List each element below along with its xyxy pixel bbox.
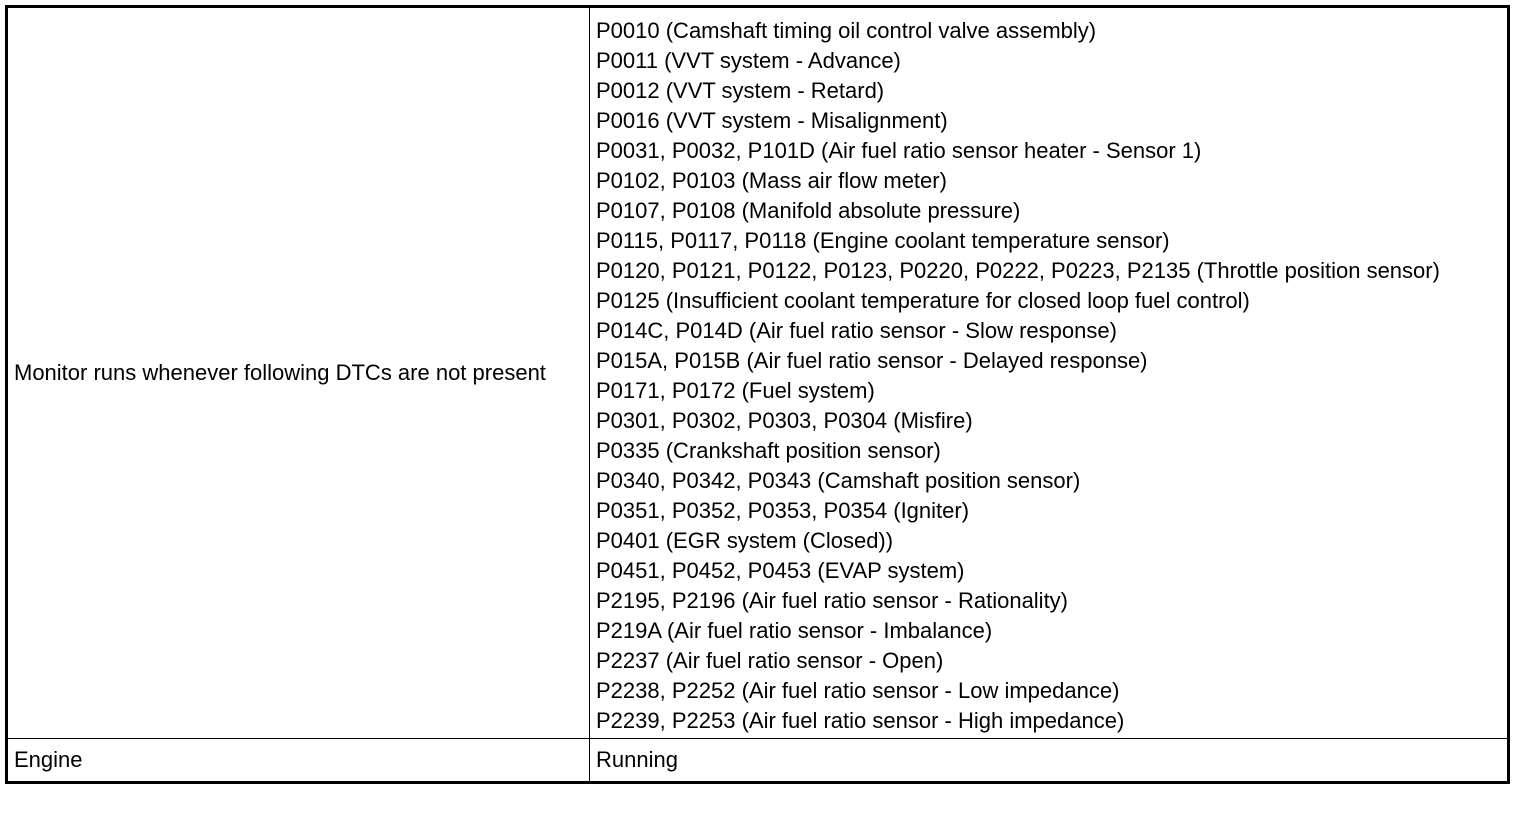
dtc-item: P0401 (EGR system (Closed))	[596, 528, 894, 553]
dtc-item: P0107, P0108 (Manifold absolute pressure)	[596, 198, 1021, 223]
dtc-item: P0016 (VVT system - Misalignment)	[596, 108, 948, 133]
dtc-item: P015A, P015B (Air fuel ratio sensor - Delayed response)	[596, 348, 1148, 373]
dtc-item: P0115, P0117, P0118 (Engine coolant temperature sensor)	[596, 228, 1170, 253]
dtc-item: P219A (Air fuel ratio sensor - Imbalance)	[596, 618, 993, 643]
table-row	[7, 7, 1509, 739]
dtc-item: P0012 (VVT system - Retard)	[596, 78, 885, 103]
dtc-list-cell	[590, 7, 1509, 739]
engine-value-cell: Running	[590, 739, 1509, 783]
condition-label-cell: Monitor runs whenever following DTCs are not present	[7, 7, 590, 739]
dtc-item: P0171, P0172 (Fuel system)	[596, 378, 875, 403]
dtc-item: P014C, P014D (Air fuel ratio sensor - Slow response)	[596, 318, 1117, 343]
dtc-item: P2239, P2253 (Air fuel ratio sensor - High impedance)	[596, 708, 1125, 733]
dtc-item: P0125 (Insufficient coolant temperature for closed loop fuel control)	[596, 288, 1250, 313]
dtc-conditions-table	[5, 5, 1510, 784]
dtc-item: P2238, P2252 (Air fuel ratio sensor - Low impedance)	[596, 678, 1120, 703]
dtc-item: P0011 (VVT system - Advance)	[596, 48, 901, 73]
dtc-item: P0010 (Camshaft timing oil control valve assembly)	[596, 18, 1097, 43]
dtc-item: P2237 (Air fuel ratio sensor - Open)	[596, 648, 944, 673]
table-row	[7, 739, 1509, 783]
dtc-item: P2195, P2196 (Air fuel ratio sensor - Rationality)	[596, 588, 1069, 613]
engine-label-cell: Engine	[7, 739, 590, 783]
dtc-item: P0335 (Crankshaft position sensor)	[596, 438, 941, 463]
dtc-item: P0340, P0342, P0343 (Camshaft position sensor)	[596, 468, 1081, 493]
dtc-item: P0301, P0302, P0303, P0304 (Misfire)	[596, 408, 973, 433]
dtc-item: P0031, P0032, P101D (Air fuel ratio sensor heater - Sensor 1)	[596, 138, 1202, 163]
dtc-item: P0120, P0121, P0122, P0123, P0220, P0222, P0223, P2135 (Throttle position sensor)	[596, 258, 1440, 283]
dtc-item: P0451, P0452, P0453 (EVAP system)	[596, 558, 965, 583]
dtc-item: P0102, P0103 (Mass air flow meter)	[596, 168, 947, 193]
dtc-item: P0351, P0352, P0353, P0354 (Igniter)	[596, 498, 970, 523]
